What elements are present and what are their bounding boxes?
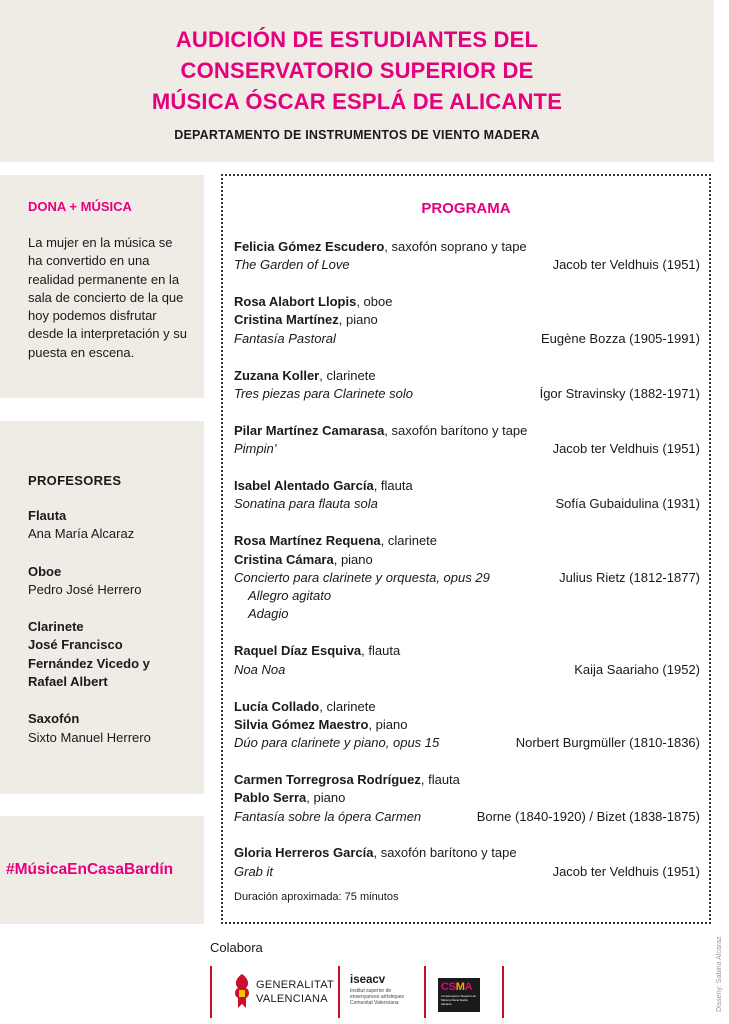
performer-line bbox=[234, 789, 700, 807]
performer-instrument: , oboe bbox=[356, 294, 393, 310]
program-piece bbox=[234, 642, 700, 679]
performer-line bbox=[234, 844, 700, 862]
movement: Adagio bbox=[248, 606, 289, 622]
performer-name: Carmen Torregrosa Rodríguez bbox=[234, 771, 421, 787]
dona-musica-panel bbox=[0, 175, 204, 398]
performer-name: Rosa Alabort Llopis bbox=[234, 294, 357, 310]
performer-name: Rosa Martínez Requena bbox=[234, 533, 381, 549]
program-piece bbox=[234, 293, 700, 348]
performer-name: Zuzana Koller bbox=[234, 367, 320, 383]
work-row bbox=[234, 661, 700, 679]
title-line-1: AUDICIÓN DE ESTUDIANTES DEL bbox=[175, 27, 539, 52]
work-row bbox=[234, 734, 700, 752]
performer-name: Cristina Cámara bbox=[234, 551, 334, 567]
composer: Sofía Gubaidulina (1931) bbox=[555, 496, 700, 512]
profesores-panel bbox=[0, 421, 204, 794]
work-title: Fantasía sobre la ópera Carmen bbox=[234, 808, 422, 824]
prof-name: Sixto Manuel Herrero bbox=[28, 729, 151, 745]
work-row bbox=[234, 385, 700, 403]
performer-name: Silvia Gómez Maestro bbox=[234, 716, 369, 732]
work-row bbox=[234, 808, 700, 826]
work-title: Tres piezas para Clarinete solo bbox=[234, 385, 413, 401]
sponsor-logos bbox=[210, 966, 510, 1018]
gv-line-2: VALENCIANA bbox=[256, 993, 328, 1005]
prof-group bbox=[28, 563, 204, 600]
performer-instrument: , flauta bbox=[373, 478, 413, 494]
programa-title: PROGRAMA bbox=[421, 200, 511, 217]
composer: Jacob ter Veldhuis (1951) bbox=[552, 257, 700, 273]
divider bbox=[424, 966, 426, 1018]
program-piece bbox=[234, 422, 700, 459]
performer-line bbox=[234, 293, 700, 311]
composer: Norbert Burgmüller (1810-1836) bbox=[515, 735, 700, 751]
work-row bbox=[234, 440, 700, 458]
bat-crest-icon bbox=[232, 972, 252, 1012]
composer: Ígor Stravinsky (1882-1971) bbox=[539, 385, 700, 401]
performer-instrument: , saxofón soprano y tape bbox=[384, 239, 527, 254]
performer-instrument: , clarinete bbox=[319, 367, 376, 383]
performer-line bbox=[234, 532, 700, 550]
movement: Allegro agitato bbox=[248, 588, 332, 604]
prof-instrument: Flauta bbox=[28, 508, 67, 523]
performer-instrument: , flauta bbox=[420, 771, 460, 787]
page-title bbox=[0, 24, 714, 117]
composer: Jacob ter Veldhuis (1951) bbox=[552, 863, 700, 879]
program-piece bbox=[234, 844, 700, 881]
work-row bbox=[234, 330, 700, 348]
title-line-2: CONSERVATORIO SUPERIOR DE bbox=[180, 58, 534, 83]
performer-name: Cristina Martínez bbox=[234, 312, 339, 328]
performer-line bbox=[234, 771, 700, 789]
gv-line-1: GENERALITAT bbox=[256, 979, 335, 991]
performer-name: Felicia Gómez Escudero bbox=[234, 239, 385, 254]
duration-note: Duración aproximada: 75 minutos bbox=[234, 891, 399, 903]
prof-group bbox=[28, 507, 204, 544]
performer-instrument: , clarinete bbox=[319, 698, 376, 714]
work-title: Pimpin’ bbox=[234, 441, 277, 457]
performer-instrument: , piano bbox=[368, 716, 408, 732]
performer-line bbox=[234, 238, 700, 256]
colabora-label: Colabora bbox=[210, 940, 263, 955]
performer-line bbox=[234, 422, 700, 440]
program-piece bbox=[234, 238, 700, 275]
divider bbox=[502, 966, 504, 1018]
work-title: Concierto para clarinete y orquesta, opus 29 bbox=[234, 569, 490, 585]
performer-instrument: , saxofón barítono y tape bbox=[384, 422, 528, 438]
work-title: The Garden of Love bbox=[234, 257, 350, 273]
program-list bbox=[234, 238, 700, 900]
work-title: Dúo para clarinete y piano, opus 15 bbox=[234, 735, 440, 751]
performer-line bbox=[234, 311, 700, 329]
prof-name: Ana María Alcaraz bbox=[28, 526, 135, 542]
programa-box bbox=[221, 174, 711, 924]
performer-instrument: , piano bbox=[333, 551, 373, 567]
performer-instrument: , piano bbox=[306, 790, 346, 806]
program-piece bbox=[234, 698, 700, 753]
prof-group bbox=[28, 710, 204, 747]
prof-instrument: Saxofón bbox=[28, 711, 80, 727]
work-row bbox=[234, 863, 700, 881]
design-credit: Disseny: Sabina Alcaraz bbox=[716, 936, 723, 1012]
prof-name: Pedro José Herrero bbox=[28, 581, 142, 597]
csma-logo bbox=[438, 978, 480, 1012]
prof-instrument: Oboe bbox=[28, 563, 62, 579]
performer-name: Raquel Díaz Esquiva bbox=[234, 643, 362, 659]
hashtag-panel bbox=[0, 816, 204, 924]
work-title: Sonatina para flauta sola bbox=[234, 496, 378, 512]
performer-name: Pablo Serra bbox=[234, 790, 307, 806]
hashtag: #MúsicaEnCasaBardín bbox=[6, 861, 174, 878]
title-line-3: MÚSICA ÓSCAR ESPLÁ DE ALICANTE bbox=[151, 89, 563, 114]
performer-name: Lucía Collado bbox=[234, 698, 320, 714]
performer-name: Pilar Martínez Camarasa bbox=[234, 422, 385, 438]
generalitat-text bbox=[256, 978, 334, 1006]
prof-group bbox=[28, 618, 178, 691]
performer-line bbox=[234, 551, 700, 569]
work-title: Grab it bbox=[234, 863, 274, 879]
work-title: Fantasía Pastoral bbox=[234, 330, 336, 346]
csma-subtext: Conservatorio Superior de Música Óscar Esplá Alicante bbox=[441, 994, 477, 1006]
work-row bbox=[234, 495, 700, 513]
isea-subtext: Institut superior de ensenyances artístiques Comunitat Valenciana bbox=[350, 988, 404, 1006]
program-piece bbox=[234, 367, 700, 404]
program-piece bbox=[234, 771, 700, 826]
program-piece bbox=[234, 477, 700, 514]
dona-text: La mujer en la música se ha convertido en una realidad permanente en la sala de concierto de la que hoy podemos disfrutar desde la interpretación y su puesta en escena. bbox=[28, 235, 187, 360]
dona-title: DONA + MÚSICA bbox=[28, 199, 132, 214]
work-title: Noa Noa bbox=[234, 661, 286, 677]
department-subtitle: DEPARTAMENTO DE INSTRUMENTOS DE VIENTO MADERA bbox=[174, 128, 540, 142]
composer: Eugène Bozza (1905-1991) bbox=[540, 330, 700, 346]
composer: Kaija Saariaho (1952) bbox=[574, 661, 700, 677]
performer-line bbox=[234, 477, 700, 495]
performer-name: Isabel Alentado García bbox=[234, 478, 374, 494]
program-piece bbox=[234, 532, 700, 623]
performer-line bbox=[234, 698, 700, 716]
performer-instrument: , piano bbox=[338, 312, 378, 328]
divider bbox=[210, 966, 212, 1018]
isea-logo bbox=[350, 974, 410, 1014]
csma-text: CSMA bbox=[441, 981, 473, 993]
performer-line bbox=[234, 716, 700, 734]
work-row bbox=[234, 569, 700, 587]
generalitat-valenciana-logo bbox=[232, 972, 335, 1016]
performer-line bbox=[234, 642, 700, 660]
divider bbox=[338, 966, 340, 1018]
performer-line bbox=[234, 367, 700, 385]
composer: Julius Rietz (1812-1877) bbox=[559, 569, 700, 585]
performer-name: Gloria Herreros García bbox=[234, 845, 374, 861]
performer-instrument: , flauta bbox=[361, 643, 401, 659]
profesores-title: PROFESORES bbox=[28, 473, 122, 488]
composer: Borne (1840-1920) / Bizet (1838-1875) bbox=[476, 808, 700, 824]
work-row bbox=[234, 256, 700, 274]
prof-instrument: Clarinete bbox=[28, 619, 84, 635]
isea-text: iseacv bbox=[350, 974, 386, 986]
performer-instrument: , saxofón barítono y tape bbox=[373, 845, 517, 861]
header bbox=[0, 0, 714, 162]
performer-instrument: , clarinete bbox=[380, 533, 438, 549]
composer: Jacob ter Veldhuis (1951) bbox=[552, 441, 700, 457]
prof-name: José Francisco Fernández Vicedo y Rafael Albert bbox=[28, 637, 150, 690]
